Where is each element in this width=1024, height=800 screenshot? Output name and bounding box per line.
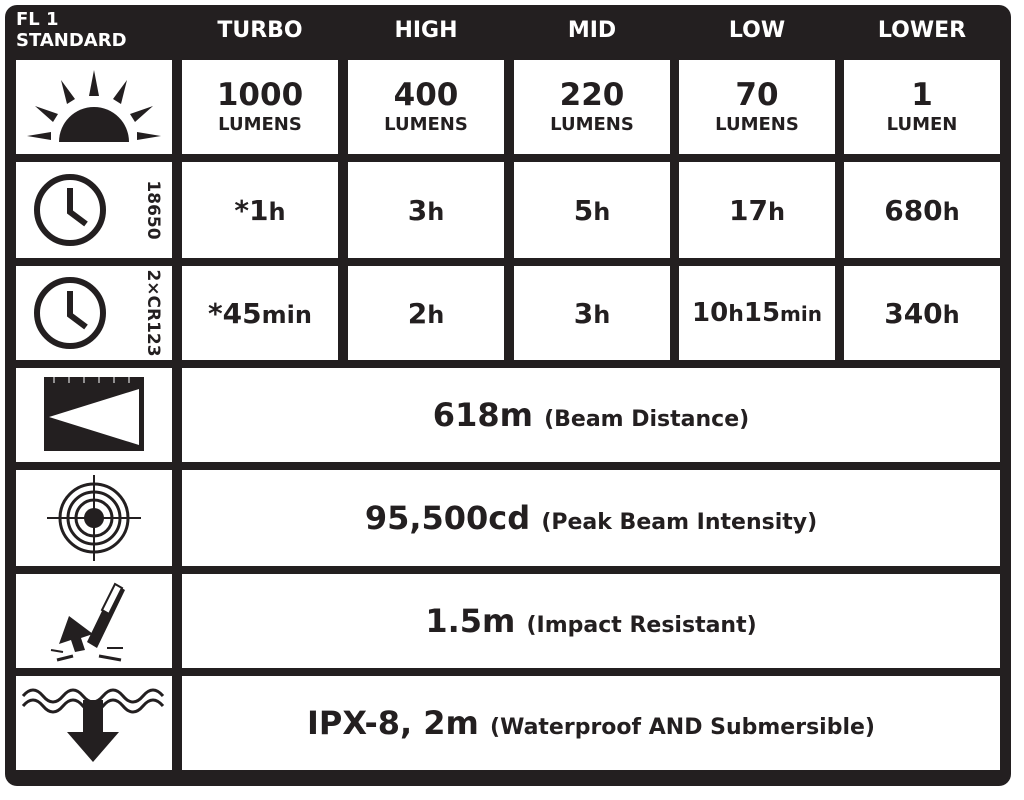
output-unit: LUMENS: [218, 114, 302, 135]
waterproof-cell: [182, 676, 1000, 770]
runtime-value: 3: [407, 193, 428, 227]
spec-note: (Impact Resistant): [526, 613, 757, 638]
peak-intensity-cell: [182, 470, 1000, 566]
runtime-unit: h: [767, 197, 786, 226]
runtime-cr123-mid-cell: [514, 266, 670, 360]
runtime-18650-mid-cell: [514, 162, 670, 258]
runtime-cr123-lower-cell: [844, 266, 1000, 360]
runtime-18650-turbo-cell: [182, 162, 338, 258]
output-mid-cell: [514, 60, 670, 154]
output-high-cell: [348, 60, 504, 154]
output-value: 400: [393, 77, 459, 113]
output-lower-cell: [844, 60, 1000, 154]
battery-label: 18650: [143, 180, 163, 240]
spec-value: 1.5m: [425, 602, 516, 640]
spec-note: (Peak Beam Intensity): [541, 510, 818, 535]
runtime-18650-lower-cell: [844, 162, 1000, 258]
runtime-unit: h: [593, 300, 611, 329]
output-value: 1000: [216, 77, 304, 113]
runtime-unit: h: [942, 300, 960, 329]
spec-value: IPX-8, 2m: [307, 704, 479, 742]
output-turbo-cell: [182, 60, 338, 154]
output-value: 220: [559, 77, 625, 113]
runtime-18650-high-cell: [348, 162, 504, 258]
mode-low: LOW: [728, 17, 786, 43]
output-unit: LUMENS: [715, 114, 799, 135]
waterproof-icon-cell: [16, 676, 172, 770]
runtime-18650-icon-cell: [16, 162, 172, 258]
spec-note: (Waterproof AND Submersible): [490, 715, 875, 740]
runtime-value: *1: [234, 193, 269, 227]
runtime-unit: h: [593, 197, 611, 226]
output-unit: LUMENS: [384, 114, 468, 135]
mode-high: HIGH: [394, 17, 458, 43]
runtime-unit: h: [268, 197, 286, 226]
output-low-cell: [679, 60, 835, 154]
output-icon-cell: [16, 60, 172, 154]
runtime-value: *45: [208, 296, 262, 330]
battery-label: 2×CR123: [143, 269, 163, 357]
runtime-value: 680: [884, 193, 943, 227]
clock-icon: [30, 275, 110, 351]
spec-note: (Beam Distance): [544, 407, 750, 432]
runtime-unit: h: [728, 302, 744, 327]
mode-turbo: TURBO: [217, 17, 303, 43]
sun-rays-icon: [19, 62, 169, 152]
runtime-cr123-high-cell: [348, 266, 504, 360]
runtime-cr123-icon-cell: [16, 266, 172, 360]
impact-icon: [29, 576, 159, 666]
beam-distance-icon: [39, 375, 149, 455]
output-value: 1: [911, 77, 933, 113]
runtime-cr123-turbo-cell: [182, 266, 338, 360]
spec-value: 95,500cd: [364, 499, 531, 537]
runtime-unit-2: min: [780, 302, 822, 326]
output-unit: LUMENS: [550, 114, 634, 135]
beam-distance-icon-cell: [16, 368, 172, 462]
runtime-unit: h: [427, 197, 445, 226]
beam-distance-cell: [182, 368, 1000, 462]
runtime-18650-low-cell: [679, 162, 835, 258]
runtime-unit: h: [942, 197, 960, 226]
runtime-value: 340: [884, 296, 943, 330]
mode-lower: LOWER: [877, 17, 967, 43]
spec-value: 618m: [432, 396, 533, 434]
runtime-value: 2: [407, 296, 428, 330]
runtime-cr123-low-cell: [679, 266, 835, 360]
target-icon: [39, 473, 149, 563]
clock-icon: [30, 172, 110, 248]
impact-resistance-cell: [182, 574, 1000, 668]
output-unit: LUMEN: [886, 114, 958, 135]
runtime-value: 17: [728, 193, 768, 227]
output-value: 70: [735, 77, 779, 113]
waterproof-icon: [19, 678, 169, 768]
runtime-unit: min: [261, 300, 312, 329]
runtime-value-2: 15: [743, 298, 781, 328]
intensity-icon-cell: [16, 470, 172, 566]
runtime-value: 5: [573, 193, 594, 227]
runtime-value: 10: [692, 298, 729, 328]
runtime-value: 3: [573, 296, 594, 330]
impact-icon-cell: [16, 574, 172, 668]
model-label: FL 1 STANDARD: [16, 9, 127, 51]
mode-mid: MID: [567, 17, 617, 43]
runtime-unit: h: [427, 300, 445, 329]
